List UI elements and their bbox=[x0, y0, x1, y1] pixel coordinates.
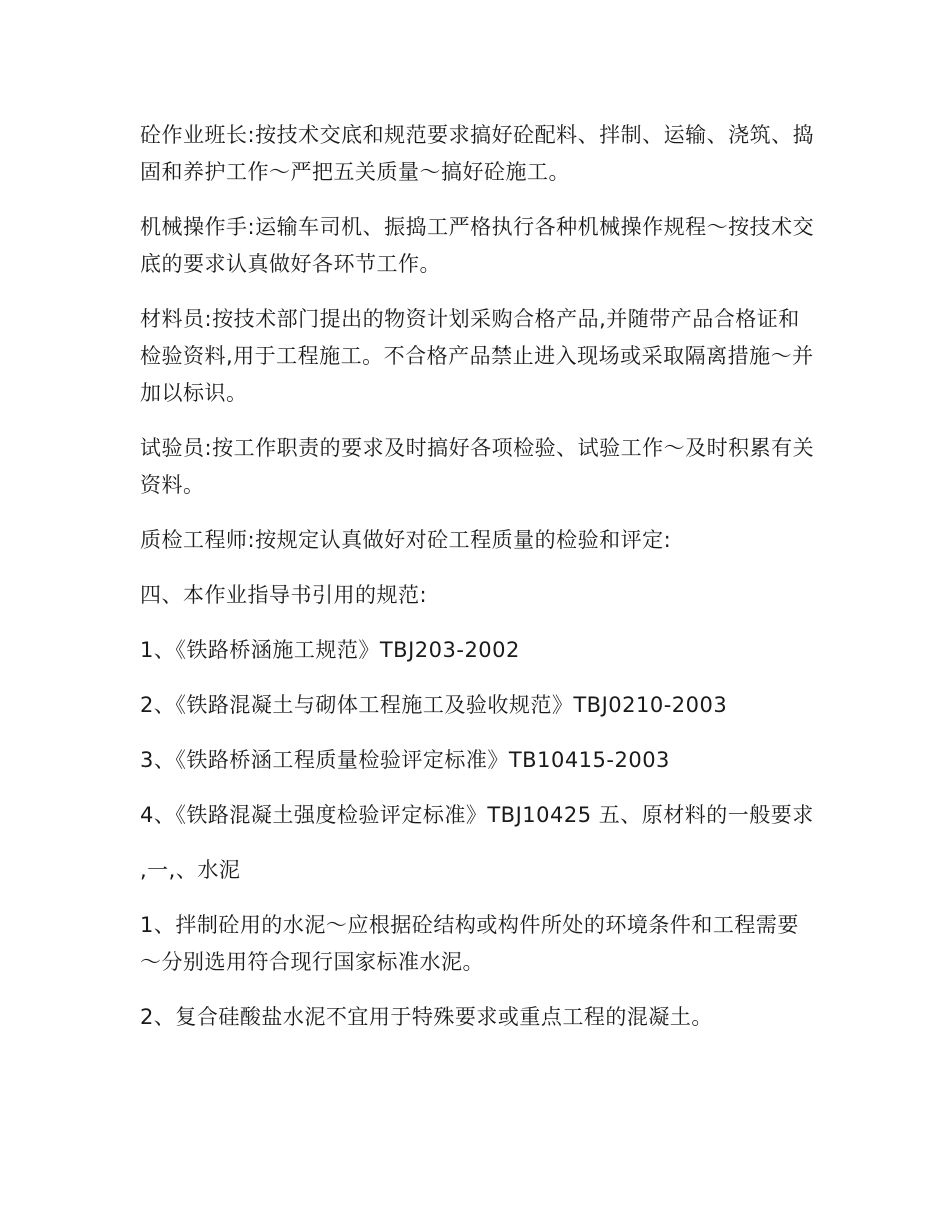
cement-requirement-1: 1、拌制砼用的水泥～应根据砼结构或构件所处的环境条件和工程需要～分别选用符合现行国家标准水泥。 bbox=[140, 913, 799, 974]
standard-item-1: 1、《铁路桥涵施工规范》TBJ203-2002 bbox=[140, 638, 520, 662]
paragraph-concrete-team-leader: 砼作业班长:按技术交底和规范要求搞好砼配料、拌制、运输、浇筑、捣固和养护工作～严把五关质量～搞好砼施工。 bbox=[140, 123, 815, 184]
standard-item-2: 2、《铁路混凝土与砌体工程施工及验收规范》TBJ0210-2003 bbox=[140, 693, 728, 717]
subsection-heading-cement: ,一,、水泥 bbox=[140, 858, 241, 882]
section-heading-referenced-standards: 四、本作业指导书引用的规范: bbox=[140, 583, 428, 607]
paragraph-machine-operator: 机械操作手:运输车司机、振捣工严格执行各种机械操作规程～按技术交底的要求认真做好各环节工作。 bbox=[140, 215, 815, 276]
document-page bbox=[140, 117, 820, 1054]
paragraph-quality-engineer: 质检工程师:按规定认真做好对砼工程质量的检验和评定: bbox=[140, 528, 672, 552]
standard-item-3: 3、《铁路桥涵工程质量检验评定标准》TB10415-2003 bbox=[140, 748, 670, 772]
standard-item-4: 4、《铁路混凝土强度检验评定标准》TBJ10425 五、原材料的一般要求 bbox=[140, 803, 814, 827]
paragraph-tester: 试验员:按工作职责的要求及时搞好各项检验、试验工作～及时积累有关资料。 bbox=[140, 436, 815, 497]
paragraph-material-clerk: 材料员:按技术部门提出的物资计划采购合格产品,并随带产品合格证和检验资料,用于工程施工。不合格产品禁止进入现场或采取隔离措施～并加以标识。 bbox=[140, 307, 814, 405]
cement-requirement-2: 2、复合硅酸盐水泥不宜用于特殊要求或重点工程的混凝土。 bbox=[140, 1005, 713, 1029]
